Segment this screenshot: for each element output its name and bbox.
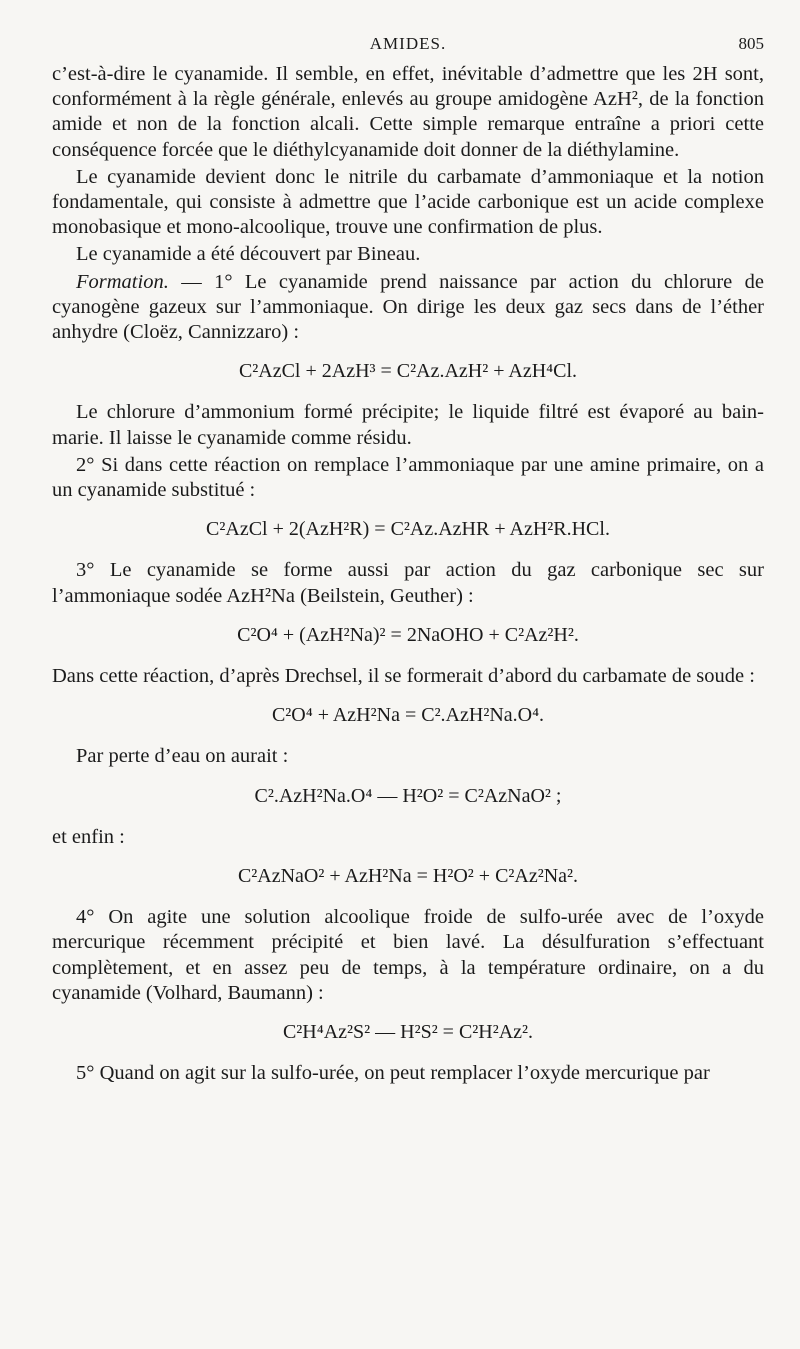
paragraph: Le chlorure d’ammonium formé précipite; le liquide filtré est évaporé au bain-marie. Il laisse le cyanamide comme résidu. [52,401,764,449]
paragraph: Le cyanamide a été découvert par Bineau. [76,243,421,266]
section-label: Formation. [76,270,169,293]
paragraph: Par perte d’eau on aurait : [76,745,289,768]
paragraph: 3° Le cyanamide se forme aussi par action du gaz carbonique sec sur l’ammoniaque sodée AzH²Na (Beilstein, Geuther) : [52,559,764,607]
equation: C²AzCl + 2(AzH²R) = C²Az.AzHR + AzH²R.HCl. [206,518,610,541]
page-header [52,30,764,60]
paragraph: 5° Quand on agit sur la sulfo-urée, on peut remplacer l’oxyde mercurique par [76,1062,710,1085]
equation: C²AzNaO² + AzH²Na = H²O² + C²Az²Na². [237,865,579,888]
paragraph: c’est-à-dire le cyanamide. Il semble, en effet, inévitable d’admettre que les 2H sont, conformément à la règle générale, enlevés au groupe amidogène AzH², de la fonction amide et non de la fonction alcali. Cette simple remarque entraîne a priori cette conséquence forcée que le diéthylcyanamide doit donner de la diéthylamine. [52,63,764,161]
equation: C²H⁴Az²S² — H²S² = C²H²Az². [282,1021,534,1044]
page-body [52,62,764,1089]
equation: C²O⁴ + AzH²Na = C².AzH²Na.O⁴. [271,704,545,727]
paragraph: Dans cette réaction, d’après Drechsel, il se formerait d’abord du carbamate de soude : [52,665,755,688]
paragraph: 2° Si dans cette réaction on remplace l’ammoniaque par une amine primaire, on a un cyanamide substitué : [52,453,764,502]
equation: C²O⁴ + (AzH²Na)² = 2NaOHO + C²Az²H². [237,623,579,646]
page-number: 805 [738,34,764,53]
paragraph: Le cyanamide devient donc le nitrile du carbamate d’ammoniaque et la notion fondamentale, qui consiste à admettre que l’acide carbonique est un acide complexe monobasique et mono-alcoolique, trouve une confirmation de plus. [52,165,764,239]
paragraph-text: — 1° Le cyanamide prend naissance par action du chlorure de cyanogène gazeux sur l’ammoniaque. On dirige les deux gaz secs dans de l’éther anhydre (Cloëz, Cannizzaro) : [52,270,764,344]
paragraph: et enfin : [52,825,125,848]
running-title: AMIDES. [369,34,447,53]
equation: C².AzH²Na.O⁴ — H²O² = C²AzNaO² ; [254,784,562,807]
formation-paragraph [52,270,764,346]
paragraph: 4° On agite une solution alcoolique froide de sulfo-urée avec de l’oxyde mercurique récemment précipité et bien lavé. La désulfuration s’effectuant complètement, et en assez peu de temps, à la température ordinaire, on a du cyanamide (Volhard, Baumann) : [52,906,764,1004]
equation: C²AzCl + 2AzH³ = C²Az.AzH² + AzH⁴Cl. [238,360,578,383]
